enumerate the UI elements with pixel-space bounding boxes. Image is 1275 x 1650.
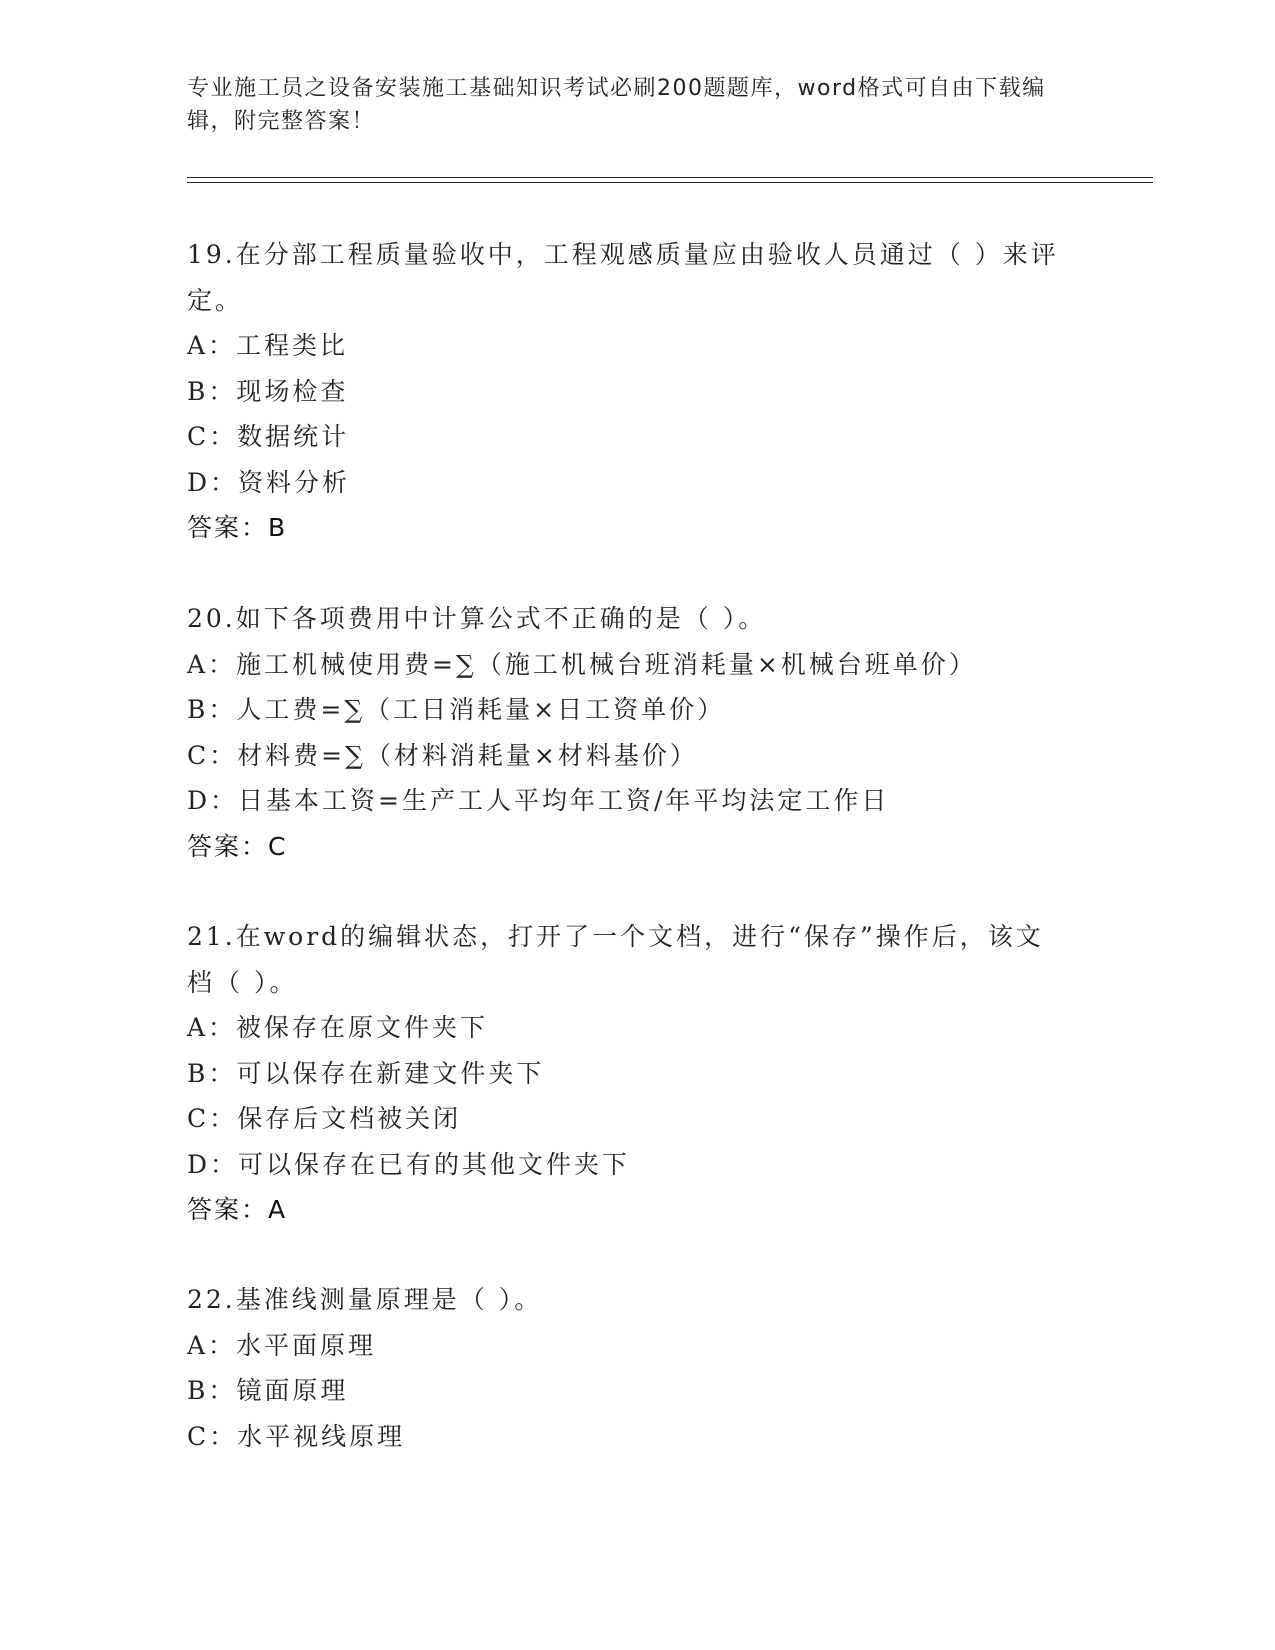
option-c: C：数据统计 <box>187 422 350 451</box>
header-divider-bottom <box>187 182 1153 183</box>
option-a: A：施工机械使用费=∑（施工机械台班消耗量×机械台班单价） <box>187 649 977 679</box>
question-21 <box>187 914 1067 1233</box>
question-22 <box>187 1277 1067 1459</box>
option-b: B：可以保存在新建文件夹下 <box>187 1058 545 1088</box>
question-19 <box>187 232 1067 551</box>
option-d: D：资料分析 <box>187 467 351 497</box>
option-c: C：材料费=∑（材料消耗量×材料基价） <box>187 740 698 770</box>
option-b: B：现场检查 <box>187 376 349 406</box>
option-b: B：人工费=∑（工日消耗量×日工资单价） <box>187 695 726 724</box>
option-a: A：被保存在原文件夹下 <box>187 1013 489 1042</box>
option-b: B：镜面原理 <box>187 1376 349 1405</box>
question-text: 22.基准线测量原理是（ ）。 <box>187 1285 543 1314</box>
document-header: 专业施工员之设备安装施工基础知识考试必刷200题题库，word格式可自由下载编辑，附完整答案！ <box>187 76 1046 134</box>
question-text: 21.在word的编辑状态，打开了一个文档，进行“保存”操作后，该文档（ ）。 <box>187 922 1044 997</box>
option-a: A：水平面原理 <box>187 1330 377 1360</box>
question-20 <box>187 596 1067 869</box>
option-a: A：工程类比 <box>187 331 349 360</box>
answer: 答案：B <box>187 513 288 542</box>
option-c: C：保存后文档被关闭 <box>187 1104 462 1133</box>
question-text: 19.在分部工程质量验收中，工程观感质量应由验收人员通过（ ）来评定。 <box>187 240 1059 315</box>
option-d: D：可以保存在已有的其他文件夹下 <box>187 1149 631 1179</box>
option-c: C：水平视线原理 <box>187 1421 406 1451</box>
header-divider-top <box>187 177 1153 178</box>
option-d: D：日基本工资=生产工人平均年工资/年平均法定工作日 <box>187 786 890 815</box>
question-text: 20.如下各项费用中计算公式不正确的是（ ）。 <box>187 604 767 633</box>
answer: 答案：C <box>187 831 288 861</box>
answer: 答案：A <box>187 1195 288 1224</box>
